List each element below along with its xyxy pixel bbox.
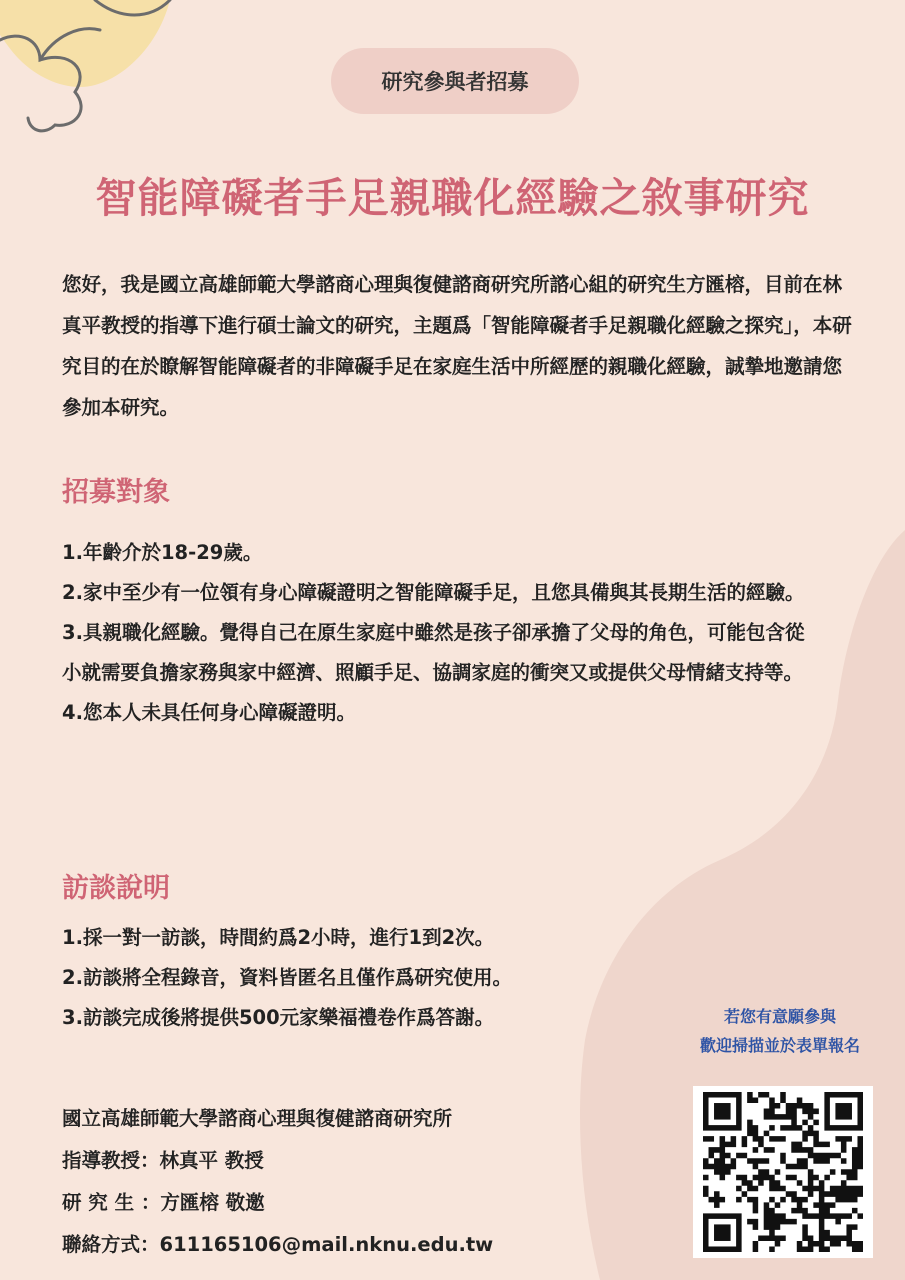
list-item: 1.採一對一訪談，時間約爲2小時，進行1到2次。: [62, 926, 495, 949]
page-title: 智能障礙者手足親職化經驗之敘事研究: [95, 174, 810, 222]
advisor-line: 指導教授：林真平 教授: [62, 1149, 264, 1172]
qr-code-graphic: [693, 1086, 873, 1258]
recruit-heading: 招募對象: [62, 477, 170, 508]
list-item: 3.具親職化經驗。覺得自己在原生家庭中雖然是孩子卻承擔了父母的角色，可能包含從小就需要負擔家務與家中經濟、照顧手足、協調家庭的衝突又或提供父母情緒支持等。: [62, 621, 805, 684]
qr-code-icon[interactable]: [693, 1086, 873, 1258]
student-line: 研 究 生 ：方匯榕 敬邀: [62, 1191, 265, 1214]
list-item: 2.家中至少有一位領有身心障礙證明之智能障礙手足，且您具備與其長期生活的經驗。: [62, 581, 805, 604]
list-item: 4.您本人未具任何身心障礙證明。: [62, 701, 356, 724]
list-item: 1.年齡介於18-29歲。: [62, 541, 263, 564]
recruit-list: [62, 533, 822, 733]
signup-line-2: 歡迎掃描並於表單報名: [699, 1036, 860, 1055]
signup-line-1: 若您有意願參與: [723, 1007, 836, 1026]
list-item: 2.訪談將全程錄音，資料皆匿名且僅作爲研究使用。: [62, 966, 512, 989]
footer-info: [62, 1098, 493, 1266]
interview-list: [62, 918, 622, 1038]
interview-heading: 訪談說明: [62, 873, 170, 904]
signup-callout: [660, 1002, 900, 1060]
institute-name: 國立高雄師範大學諮商心理與復健諮商研究所: [62, 1107, 453, 1130]
list-item: 3.訪談完成後將提供500元家樂福禮卷作爲答謝。: [62, 1006, 495, 1029]
recruitment-tag: 研究參與者招募: [331, 48, 579, 114]
intro-paragraph: 您好，我是國立高雄師範大學諮商心理與復健諮商研究所諮心組的研究生方匯榕，目前在林真平教授的指導下進行碩士論文的研究，主題爲「智能障礙者手足親職化經驗之探究」，本研究目的在於瞭解智能障礙者的非障礙手足在家庭生活中所經歷的親職化經驗，誠摯地邀請您參加本研究。: [62, 273, 852, 419]
contact-email[interactable]: 聯絡方式：611165106@mail.nknu.edu.tw: [62, 1233, 494, 1256]
